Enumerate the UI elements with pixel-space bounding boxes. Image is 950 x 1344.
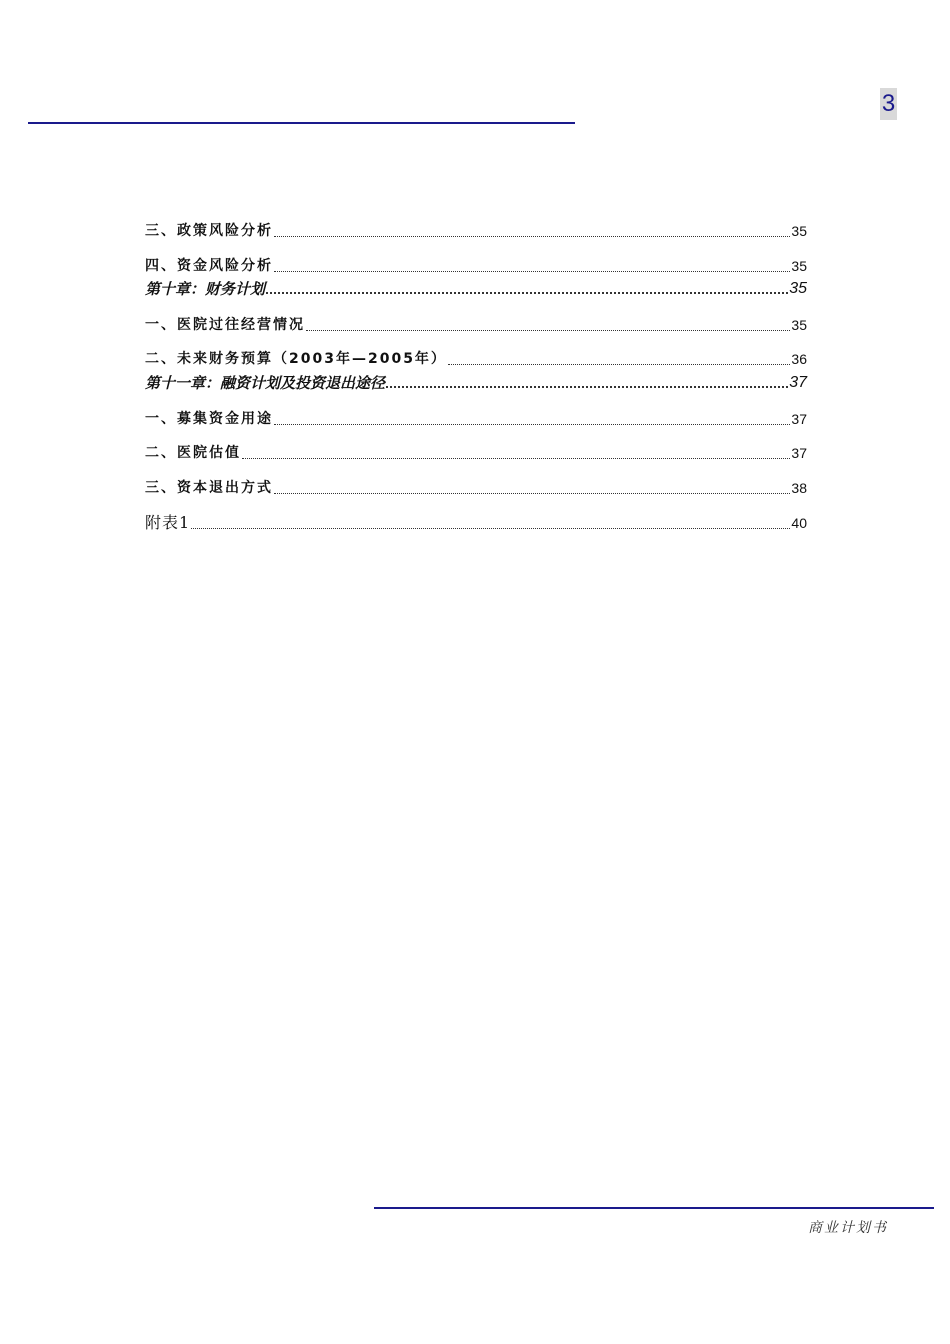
toc-leader-dots bbox=[274, 271, 790, 272]
table-of-contents bbox=[145, 0, 807, 560]
toc-chapter-entry[interactable] bbox=[145, 278, 807, 300]
toc-leader-dots bbox=[448, 364, 790, 365]
toc-entry-label: 二、医院估值 bbox=[145, 445, 241, 461]
toc-entry-page: 37 bbox=[789, 374, 807, 391]
toc-entry[interactable] bbox=[145, 348, 807, 370]
toc-entry[interactable] bbox=[145, 442, 807, 464]
toc-leader-dots bbox=[274, 236, 790, 237]
toc-entry-label: 三、政策风险分析 bbox=[145, 223, 273, 239]
toc-entry-label: 附表1 bbox=[145, 513, 191, 532]
toc-leader-dots bbox=[266, 292, 788, 294]
page-number: 3 bbox=[880, 88, 897, 120]
toc-entry-page: 37 bbox=[791, 411, 807, 427]
toc-entry-page: 36 bbox=[791, 351, 807, 367]
footer-rule bbox=[374, 1207, 934, 1209]
toc-entry-page: 35 bbox=[791, 317, 807, 333]
toc-entry-label: 一、募集资金用途 bbox=[145, 411, 273, 427]
toc-leader-dots bbox=[274, 424, 790, 425]
toc-leader-dots bbox=[191, 528, 790, 529]
toc-entry[interactable] bbox=[145, 314, 807, 336]
toc-entry-label: 一、医院过往经营情况 bbox=[145, 317, 305, 333]
toc-entry-page: 35 bbox=[791, 258, 807, 274]
toc-appendix-entry[interactable] bbox=[145, 512, 807, 534]
toc-entry-label: 四、资金风险分析 bbox=[145, 258, 273, 274]
toc-entry-page: 35 bbox=[791, 223, 807, 239]
toc-entry-page: 38 bbox=[791, 480, 807, 496]
toc-leader-dots bbox=[386, 386, 788, 388]
toc-entry-page: 37 bbox=[791, 445, 807, 461]
footer-document-title: 商业计划书 bbox=[808, 1220, 888, 1236]
toc-entry-label: 第十一章：融资计划及投资退出途径 bbox=[145, 374, 386, 392]
toc-leader-dots bbox=[306, 330, 790, 331]
toc-entry-page: 40 bbox=[791, 515, 807, 531]
toc-entry[interactable] bbox=[145, 255, 807, 277]
toc-leader-dots bbox=[274, 493, 790, 494]
toc-entry[interactable] bbox=[145, 408, 807, 430]
toc-entry-label: 二、未来财务预算（2003年—2005年） bbox=[145, 351, 447, 367]
toc-entry-label: 第十章：财务计划 bbox=[145, 280, 266, 298]
toc-leader-dots bbox=[242, 458, 790, 459]
toc-chapter-entry[interactable] bbox=[145, 372, 807, 394]
toc-entry-page: 35 bbox=[789, 280, 807, 297]
toc-entry[interactable] bbox=[145, 220, 807, 242]
toc-entry-label: 三、资本退出方式 bbox=[145, 480, 273, 496]
toc-entry[interactable] bbox=[145, 477, 807, 499]
